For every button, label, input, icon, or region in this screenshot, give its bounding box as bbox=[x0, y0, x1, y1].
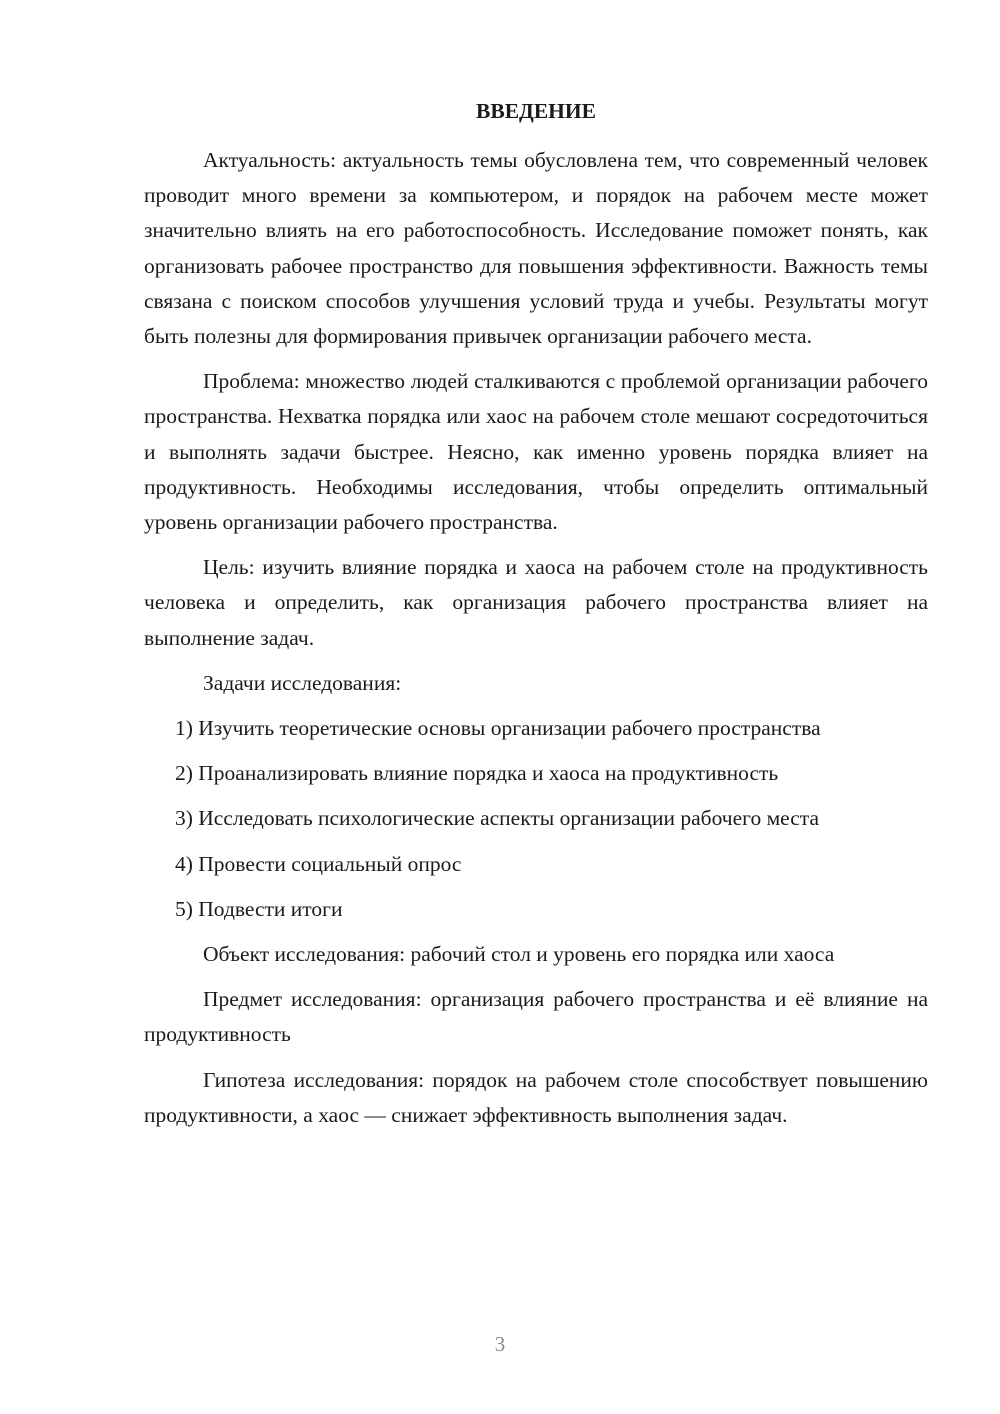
task-item: 3) Исследовать психологические аспекты организации рабочего места bbox=[175, 806, 819, 831]
tasks-heading: Задачи исследования: bbox=[203, 670, 402, 695]
task-item: 2) Проанализировать влияние порядка и хаоса на продуктивность bbox=[175, 761, 779, 786]
task-item: 1) Изучить теоретические основы организации рабочего пространства bbox=[175, 716, 821, 741]
paragraph-problem: Проблема: множество людей сталкиваются с проблемой организации рабочего пространства. Нехватка порядка или хаос на рабочем столе мешают сосредоточиться и выполнять задачи быстрее. Неясно, как именно уровень порядка влияет на продуктивность. Необходимы исследования, чтобы определить оптимальный уровень организации рабочего пространства. bbox=[144, 369, 928, 535]
paragraph-relevance: Актуальность: актуальность темы обусловлена тем, что современный человек проводит много времени за компьютером, и порядок на рабочем месте может значительно влиять на его работоспособность. Исследование поможет понять, как организовать рабочее пространство для повышения эффективности. Важность темы связана с поиском способов улучшения условий труда и учебы. Результаты могут быть полезны для формирования привычек организации рабочего места. bbox=[144, 148, 928, 349]
tasks-list bbox=[144, 711, 928, 927]
page-number: 3 bbox=[494, 1332, 506, 1356]
paragraph-goal: Цель: изучить влияние порядка и хаоса на рабочем столе на продуктивность человека и определить, как организация рабочего пространства влияет на выполнение задач. bbox=[144, 555, 928, 650]
document-body bbox=[144, 93, 928, 1143]
paragraph-object: Объект исследования: рабочий стол и уровень его порядка или хаоса bbox=[203, 942, 835, 967]
task-item: 5) Подвести итоги bbox=[175, 896, 343, 921]
paragraph-subject: Предмет исследования: организация рабочего пространства и её влияние на продуктивность bbox=[144, 987, 928, 1047]
task-item: 4) Провести социальный опрос bbox=[175, 851, 462, 876]
section-title: ВВЕДЕНИЕ bbox=[476, 99, 596, 123]
paragraph-hypothesis: Гипотеза исследования: порядок на рабочем столе способствует повышению продуктивности, а хаос — снижает эффективность выполнения задач. bbox=[144, 1067, 928, 1127]
